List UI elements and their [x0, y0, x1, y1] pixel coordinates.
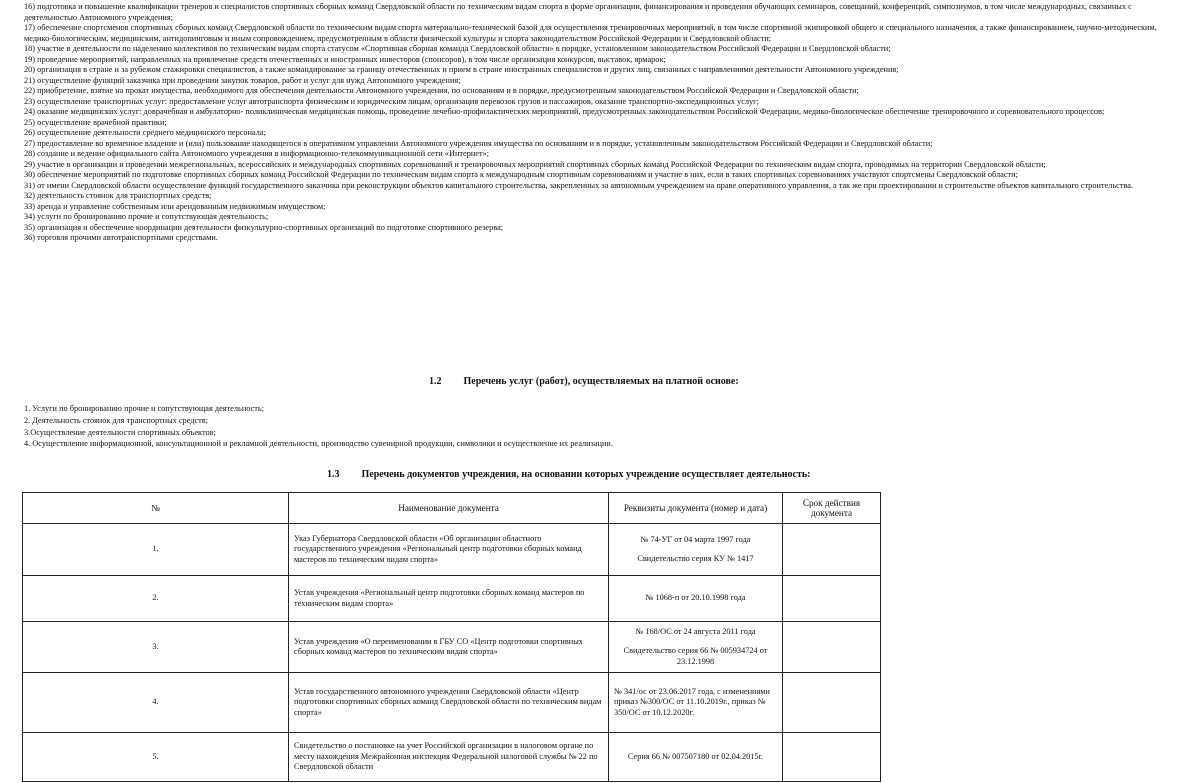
paid-service-item: 2. Деятельность стоянок для транспортных средств;	[24, 415, 209, 425]
activity-item: 30) обеспечение мероприятий по подготовке спортивных сборных команд Российской Федерации по техническим видам спорта к международным спортивным соревнованиям и участие в них, если в таких спортивных соревнованиях участвуют спортсмены Свердловской области;	[24, 170, 1018, 179]
row-validity	[783, 576, 881, 622]
section-1-2-heading	[429, 376, 739, 388]
header-validity: Срок действия документа	[783, 493, 881, 524]
paid-service-item: 1. Услуги по бронированию прочие и сопутствующая деятельность;	[24, 404, 265, 413]
row-num: 1.	[23, 524, 289, 576]
paid-service-item: 3.Осуществление деятельности спортивных объектов;	[24, 427, 216, 437]
row-requisites-line1: № 168/ОС от 24 августа 2011 года	[635, 626, 756, 636]
activity-item: 22) приобретение, взятие на прокат имущества, необходимого для обеспечения деятельности Автономного учреждения, по основаниям и в порядке, предусмотренным законодательством Российской Федерации и Свердловской области;	[24, 86, 859, 95]
activity-item: 31) от имени Свердловской области осуществление функций государственного заказчика при реконструкции объектов капитального строительства, закрепленных за автономным учреждением на праве оперативного управления, а так же при проектировании и строительстве объектов капитального строительства.	[24, 180, 1134, 190]
activity-item: 34) услуги по бронированию прочие и сопутствующая деятельность;	[24, 212, 269, 221]
row-doc-name: Указ Губернатора Свердловской области «Об организации областного государственного учреждения «Региональный центр подготовки сборных команд мастеров по техническим видам спорта»	[289, 524, 609, 576]
row-num: 5.	[23, 733, 289, 782]
paid-service-item: 4. Осуществление информационной, консультационной и рекламной деятельности, производство сувенирной продукции, символики и осуществление их реализации.	[24, 439, 613, 449]
row-requisites	[609, 622, 783, 673]
activity-item: 26) осуществление деятельности среднего медицинского персонала;	[24, 128, 266, 137]
activity-item: 23) осуществление транспортных услуг: предоставление услуг автотранспорта физическим и юридическим лицам, организация перевозок грузов и пассажиров, оказание транспортно-экспедиционных услуг;	[24, 96, 759, 106]
row-validity	[783, 673, 881, 733]
activity-item: 16) подготовка и повышение квалификации тренеров и специалистов спортивных сборных команд Свердловской области по техническим видам спорта в форме организации, финансирования и проведения обучающих семинаров, совещаний, конференций, симпозиумов, в том числе международных, связанных с деятельностью Автономного учреждения;	[24, 2, 1132, 22]
row-requisites	[609, 524, 783, 576]
row-doc-name: Устав государственного автономного учреждения Свердловской области «Центр подготовки спортивных сборных команд Свердловской области по техническим видам спорта»	[289, 673, 609, 733]
activity-item: 33) аренда и управление собственным или арендованным недвижимым имуществом;	[24, 201, 326, 211]
row-requisites-line1: № 341/ос от 23.06.2017 года, с изменениями приказ №300/ОС от 11.10.2019г., приказ № 350/ОС от 10.12.2020г.	[614, 686, 770, 717]
row-requisites-line1: № 1068-п от 20.10.1998 года	[645, 593, 746, 603]
activity-item: 21) осуществление функций заказчика при проведении закупок товаров, работ и услуг для нужд Автономного учреждения;	[24, 75, 461, 85]
row-validity	[783, 733, 881, 782]
row-requisites	[609, 673, 783, 733]
row-requisites-line2: Свидетельство серия 66 № 005934724 от 23.12.1998	[623, 646, 768, 666]
activity-item: 36) торговля прочими автотранспортными средствами.	[24, 233, 218, 242]
row-num: 3.	[23, 622, 289, 673]
activity-item: 35) организация и обеспечение координации деятельности физкультурно-спортивных организаций по подготовке спортивного резерва;	[24, 222, 504, 232]
activity-item: 27) предоставление во временное владение и (или) пользование находящегося в оперативном управлении Автономного учреждения имущества по основаниям и в порядке, установленным законодательством Российской Федерации и Свердловской области;	[24, 138, 933, 148]
activity-item: 24) оказание медицинских услуг: доврачебная и амбулаторно- поликлиническая медицинская помощь, проведение лечебно-профилактических мероприятий, предусмотренных законодательством Российской Федерации, медико-биологическое обеспечение тренировочного и соревновательного процессов;	[24, 107, 1105, 116]
table-row	[23, 673, 881, 733]
paid-services-list	[24, 403, 1184, 450]
section-1-3-heading	[327, 469, 811, 481]
section-1-2-number: 1.2	[429, 376, 442, 387]
table-row	[23, 622, 881, 673]
section-1-3-title: Перечень документов учреждения, на основании которых учреждение осуществляет деятельность:	[361, 469, 811, 480]
activity-item: 28) создание и ведение официального сайта Автономного учреждения в информационно-телекоммуникационной сети «Интернет»;	[24, 149, 490, 158]
section-1-3-number: 1.3	[327, 469, 340, 480]
section-1-2-title: Перечень услуг (работ), осуществляемых на платной основе:	[463, 376, 739, 387]
activity-item: 17) обеспечение спортсменов спортивных сборных команд Свердловской области по техническим видам спорта материально-технической базой для осуществления тренировочных мероприятий, в том числе спортивной экипировкой общего и специального назначения, а также финансированием, научно-методическим, медико-биологическим, медицинским, антидопинговым и иным сопровождением, предусмотренным в области физической культуры и спорта законодательством Российской Федерации и Свердловской области;	[24, 23, 1157, 43]
activity-item: 18) участие в деятельности по наделению коллективов по техническим видам спорта статусом «Спортивная сборная команда Свердловской области» в порядке, установленном законодательством Российской Федерации и Свердловской области;	[24, 44, 891, 53]
row-num: 4.	[23, 673, 289, 733]
table-row	[23, 524, 881, 576]
header-name: Наименование документа	[289, 493, 609, 524]
activity-item: 19) проведение мероприятий, направленных на привлечение средств отечественных и иностранных инвесторов (спонсоров), в том числе организация конкурсов, выставок, ярмарок;	[24, 54, 666, 64]
activity-item: 20) организация в стране и за рубежом стажировки специалистов, а также командирование за границу отечественных и прием в стране иностранных специалистов и других лиц, связанных с направлениями деятельности Автономного учреждения;	[24, 65, 899, 74]
header-requisites: Реквизиты документа (номер и дата)	[609, 493, 783, 524]
row-requisites	[609, 576, 783, 622]
activity-item: 25) осуществление врачебной практики;	[24, 117, 167, 127]
row-num: 2.	[23, 576, 289, 622]
activities-list	[24, 2, 1184, 244]
header-num: №	[23, 493, 289, 524]
row-requisites	[609, 733, 783, 782]
row-doc-name: Устав учреждения «Региональный центр подготовки сборных команд мастеров по техническим видам спорта»	[289, 576, 609, 622]
table-row	[23, 733, 881, 782]
activity-item: 32) деятельность стоянок для транспортных средств;	[24, 191, 212, 200]
row-requisites-line2: Свидетельство серия КУ № 1417	[637, 554, 754, 563]
row-doc-name: Свидетельство о постановке на учет Российской организации в налоговом органе по месту нахождения Межрайонная инспекция Федеральной налоговой службы № 22 по Свердловской области	[289, 733, 609, 782]
row-requisites-line1: Серия 66 № 007507180 от 02.04.2015г.	[627, 751, 764, 761]
row-doc-name: Устав учреждения «О переименовании в ГБУ СО «Центр подготовки спортивных сборных команд мастеров по техническим видам спорта»	[289, 622, 609, 673]
row-requisites-line1: № 74-УГ от 04 марта 1997 года	[640, 534, 751, 544]
activity-item: 29) участие в организации и проведении межрегиональных, всероссийских и международных спортивных соревнований и тренировочных мероприятий спортивных сборных команд Российской Федерации по техническим видам спорта, проводимых на территории Свердловской области;	[24, 159, 1046, 169]
table-header-row	[23, 493, 881, 524]
row-validity	[783, 622, 881, 673]
table-row	[23, 576, 881, 622]
documents-table	[22, 492, 881, 782]
row-validity	[783, 524, 881, 576]
